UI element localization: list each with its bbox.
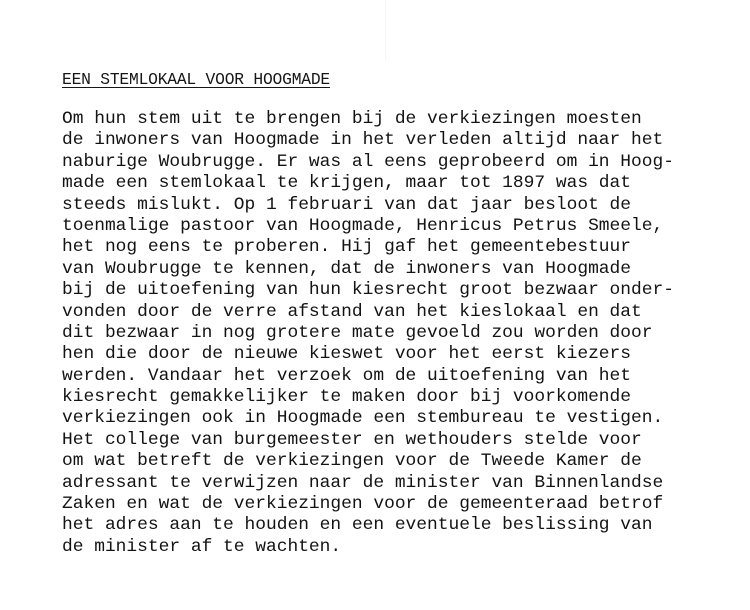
text-line: adressant te verwijzen naar de minister van Binnenlandse <box>62 472 664 493</box>
text-line: Om hun stem uit te brengen bij de verkiezingen moesten <box>62 109 642 129</box>
text-line: toenmalige pastoor van Hoogmade, Henricus Petrus Smeele, <box>62 215 664 236</box>
text-line: steeds mislukt. Op 1 februari van dat jaar besloot de <box>62 194 632 215</box>
text-line: bij de uitoefening van hun kiesrecht groot bezwaar onder- <box>62 280 674 301</box>
document-title: EEN STEMLOKAAL VOOR HOOGMADE <box>62 70 330 89</box>
text-line: hen die door de nieuwe kieswet voor het eerst kiezers <box>62 344 632 365</box>
text-line: van Woubrugge te kennen, dat de inwoners van Hoogmade <box>62 258 632 279</box>
body-paragraph <box>62 109 674 558</box>
text-line: het nog eens te proberen. Hij gaf het gemeentebestuur <box>62 237 632 258</box>
text-line: Het college van burgemeester en wethouders stelde voor <box>62 429 642 450</box>
text-line: made een stemlokaal te krijgen, maar tot 1897 was dat <box>62 173 632 194</box>
text-line: het adres aan te houden en een eventuele beslissing van <box>62 515 653 536</box>
text-line: de inwoners van Hoogmade in het verleden altijd naar het <box>62 130 664 151</box>
text-line: de minister af te wachten. <box>62 536 342 557</box>
text-line: vonden door de verre afstand van het kieslokaal en dat <box>62 301 642 322</box>
text-line: om wat betreft de verkiezingen voor de Tweede Kamer de <box>62 451 642 472</box>
text-line: dit bezwaar in nog grotere mate gevoeld zou worden door <box>62 322 653 343</box>
text-line: verkiezingen ook in Hoogmade een stembureau te vestigen. <box>62 408 664 429</box>
text-line: kiesrecht gemakkelijker te maken door bij voorkomende <box>62 387 632 408</box>
text-line: naburige Woubrugge. Er was al eens geprobeerd om in Hoog- <box>62 151 674 172</box>
text-line: werden. Vandaar het verzoek om de uitoefening van het <box>62 365 632 386</box>
text-line: Zaken en wat de verkiezingen voor de gemeenteraad betrof <box>62 494 664 515</box>
page-fold-line <box>385 0 386 60</box>
